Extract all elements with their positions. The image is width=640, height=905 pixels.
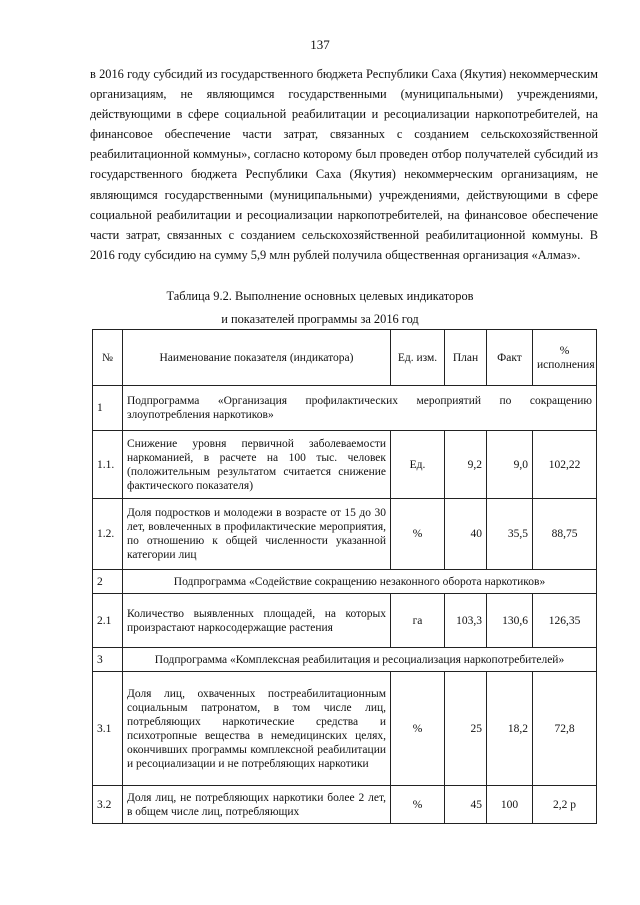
row-num: 3.1 bbox=[93, 672, 123, 786]
indicator-percent: 126,35 bbox=[533, 594, 597, 648]
indicator-plan: 25 bbox=[445, 672, 487, 786]
indicator-percent: 2,2 р bbox=[533, 786, 597, 824]
indicator-name: Доля лиц, охваченных постреабилитационным социальным патронатом, в том числе лиц, потребляющих наркотические средства и психотропные вещества в немедицинских целях, окончивших программы комплексной реабилитации и ресоциализации и не потребляющих наркотики bbox=[123, 672, 391, 786]
table-caption-line-1: Таблица 9.2. Выполнение основных целевых индикаторов bbox=[166, 289, 474, 303]
table-row-1-2 bbox=[93, 499, 597, 570]
subprogram-title: Подпрограмма «Организация профилактических мероприятий по сокращению злоупотребления наркотиков» bbox=[123, 386, 597, 431]
indicator-percent: 88,75 bbox=[533, 499, 597, 570]
indicator-fact: 18,2 bbox=[487, 672, 533, 786]
indicator-name: Доля подростков и молодежи в возрасте от 15 до 30 лет, вовлеченных в профилактические мероприятия, по отношению к общей численности указанной категории лиц bbox=[123, 499, 391, 570]
row-num: 2 bbox=[93, 570, 123, 594]
indicator-percent: 102,22 bbox=[533, 431, 597, 499]
table-row-1-1 bbox=[93, 431, 597, 499]
indicator-unit: % bbox=[391, 499, 445, 570]
header-unit: Ед. изм. bbox=[391, 330, 445, 386]
row-num: 1.1. bbox=[93, 431, 123, 499]
indicator-plan: 103,3 bbox=[445, 594, 487, 648]
indicator-fact: 35,5 bbox=[487, 499, 533, 570]
indicator-name: Снижение уровня первичной заболеваемости наркоманией, в расчете на 100 тыс. человек (положительным результатом считается снижение фактического показателя) bbox=[123, 431, 391, 499]
indicator-unit: Ед. bbox=[391, 431, 445, 499]
header-percent: % исполнения bbox=[533, 330, 597, 386]
indicator-unit: % bbox=[391, 672, 445, 786]
indicator-unit: га bbox=[391, 594, 445, 648]
indicator-fact: 100 bbox=[487, 786, 533, 824]
table-row-subprogram-1 bbox=[93, 386, 597, 431]
indicator-fact: 130,6 bbox=[487, 594, 533, 648]
table-caption-line-2: и показателей программы за 2016 год bbox=[221, 312, 419, 326]
indicator-fact: 9,0 bbox=[487, 431, 533, 499]
header-fact: Факт bbox=[487, 330, 533, 386]
indicator-plan: 40 bbox=[445, 499, 487, 570]
row-num: 3.2 bbox=[93, 786, 123, 824]
body-paragraph: в 2016 году субсидий из государственного бюджета Республики Саха (Якутия) некоммерческим организациям, не являющимся государственными (муниципальными) учреждениями, действующими в сфере социальной реабилитации и ресоциализации наркопотребителей, на финансовое обеспечение части затрат, связанных с созданием сельскохозяйственной реабилитационной коммуны», согласно которому был проведен отбор получателей субсидий из государственного бюджета Республики Саха (Якутия) некоммерческим организациям, не являющимся государственными (муниципальными) учреждениями, действующими в сфере социальной реабилитации и ресоциализации наркопотребителей, на финансовое обеспечение части затрат, связанных с созданием сельскохозяйственной реабилитационной коммуны. В 2016 году субсидию на сумму 5,9 млн рублей получила общественная организация «Алмаз». bbox=[90, 67, 598, 262]
indicator-unit: % bbox=[391, 786, 445, 824]
indicators-table bbox=[92, 329, 597, 824]
table-row-2-1 bbox=[93, 594, 597, 648]
row-num: 1.2. bbox=[93, 499, 123, 570]
table-row-3-2 bbox=[93, 786, 597, 824]
row-num: 2.1 bbox=[93, 594, 123, 648]
header-name: Наименование показателя (индикатора) bbox=[123, 330, 391, 386]
subprogram-title: Подпрограмма «Комплексная реабилитация и ресоциализация наркопотребителей» bbox=[123, 648, 597, 672]
indicator-name: Доля лиц, не потребляющих наркотики более 2 лет, в общем числе лиц, потребляющих bbox=[123, 786, 391, 824]
row-num: 1 bbox=[93, 386, 123, 431]
table-row-subprogram-2 bbox=[93, 570, 597, 594]
row-num: 3 bbox=[93, 648, 123, 672]
header-plan: План bbox=[445, 330, 487, 386]
page-number: 137 bbox=[310, 37, 330, 52]
table-row-subprogram-3 bbox=[93, 648, 597, 672]
indicator-name: Количество выявленных площадей, на которых произрастают наркосодержащие растения bbox=[123, 594, 391, 648]
indicator-plan: 9,2 bbox=[445, 431, 487, 499]
header-num: № bbox=[93, 330, 123, 386]
table-row-3-1 bbox=[93, 672, 597, 786]
indicator-percent: 72,8 bbox=[533, 672, 597, 786]
table-header-row bbox=[93, 330, 597, 386]
subprogram-title: Подпрограмма «Содействие сокращению незаконного оборота наркотиков» bbox=[123, 570, 597, 594]
indicator-plan: 45 bbox=[445, 786, 487, 824]
